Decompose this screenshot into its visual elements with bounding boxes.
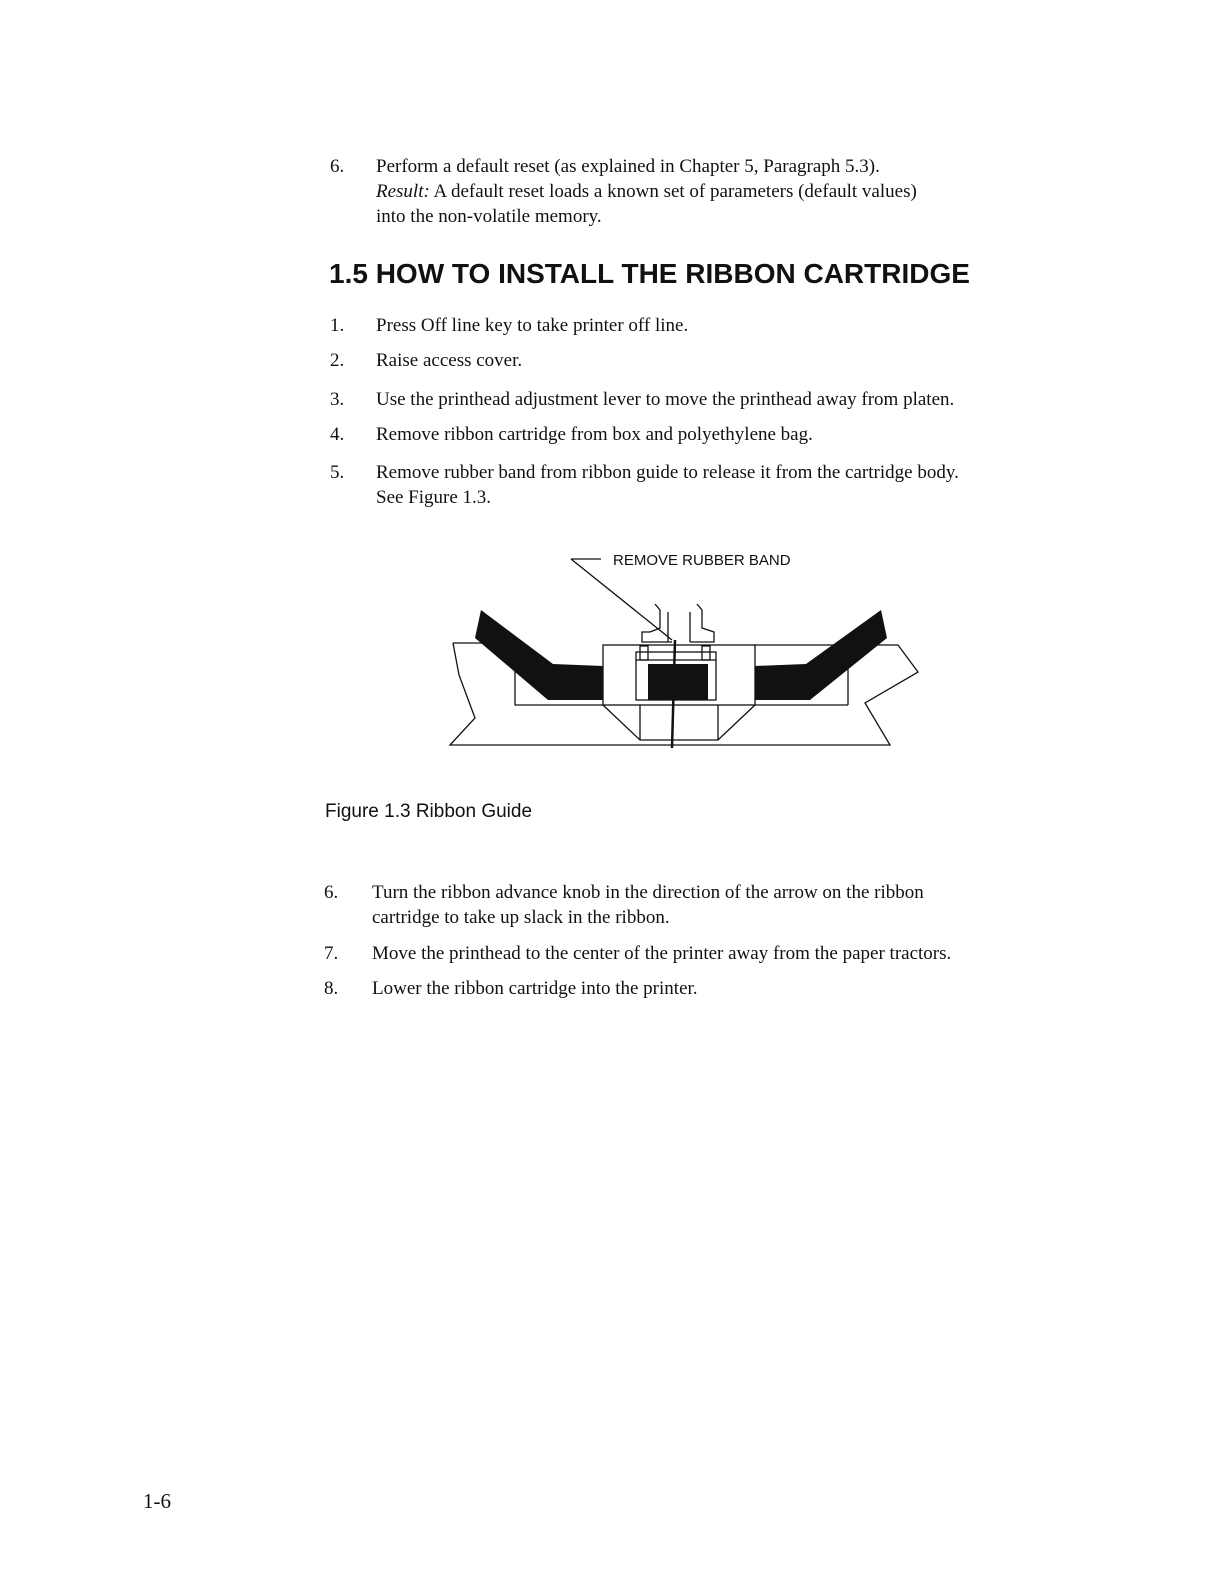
step-text: Remove rubber band from ribbon guide to release it from the cartridge body.: [376, 462, 959, 483]
guide-bottom: [603, 705, 755, 740]
ribbon-right: [755, 610, 887, 700]
step-text: Lower the ribbon cartridge into the printer.: [372, 978, 698, 999]
step-text: Move the printhead to the center of the printer away from the paper tractors.: [372, 943, 952, 964]
step-text: Press Off line key to take printer off line.: [376, 315, 689, 336]
step-text-continued: into the non-volatile memory.: [376, 206, 602, 227]
result-label: Result:: [376, 181, 430, 202]
step-number: 6.: [330, 156, 345, 177]
step-text: Turn the ribbon advance knob in the direction of the arrow on the ribbon: [372, 882, 924, 903]
step-text: Raise access cover.: [376, 350, 523, 371]
step-number: 4.: [330, 424, 345, 445]
section-heading: 1.5 HOW TO INSTALL THE RIBBON CARTRIDGE: [329, 258, 970, 289]
step-7: [324, 941, 1054, 967]
ribbon-left: [475, 610, 603, 700]
step-number: 3.: [330, 389, 345, 410]
step-text: Perform a default reset (as explained in Chapter 5, Paragraph 5.3).: [376, 156, 880, 177]
step-text-continued: See Figure 1.3.: [376, 487, 492, 508]
guide-tab-right: [702, 646, 710, 660]
step-number: 2.: [330, 350, 345, 371]
guide-tab-left: [640, 646, 648, 660]
step-text: Use the printhead adjustment lever to move the printhead away from platen.: [376, 389, 955, 410]
step-number: 1.: [330, 315, 345, 336]
step-number: 7.: [324, 943, 339, 964]
rubber-band-line: [672, 640, 675, 748]
step-8: [324, 976, 1044, 1002]
callout-arrow-line: [571, 559, 672, 640]
step-number: 5.: [330, 462, 345, 483]
step-number: 8.: [324, 978, 339, 999]
figure-caption: Figure 1.3 Ribbon Guide: [325, 801, 533, 822]
result-text: A default reset loads a known set of parameters (default values): [429, 181, 917, 202]
step-6-turn-knob: [324, 880, 1044, 932]
guide-post-right: [690, 604, 714, 642]
step-number: 6.: [324, 882, 339, 903]
callout-label: REMOVE RUBBER BAND: [613, 552, 791, 569]
ribbon-center: [648, 664, 708, 700]
step-text-continued: cartridge to take up slack in the ribbon.: [372, 907, 670, 928]
page-number: 1-6: [143, 1489, 171, 1513]
step-text: Remove ribbon cartridge from box and polyethylene bag.: [376, 424, 813, 445]
